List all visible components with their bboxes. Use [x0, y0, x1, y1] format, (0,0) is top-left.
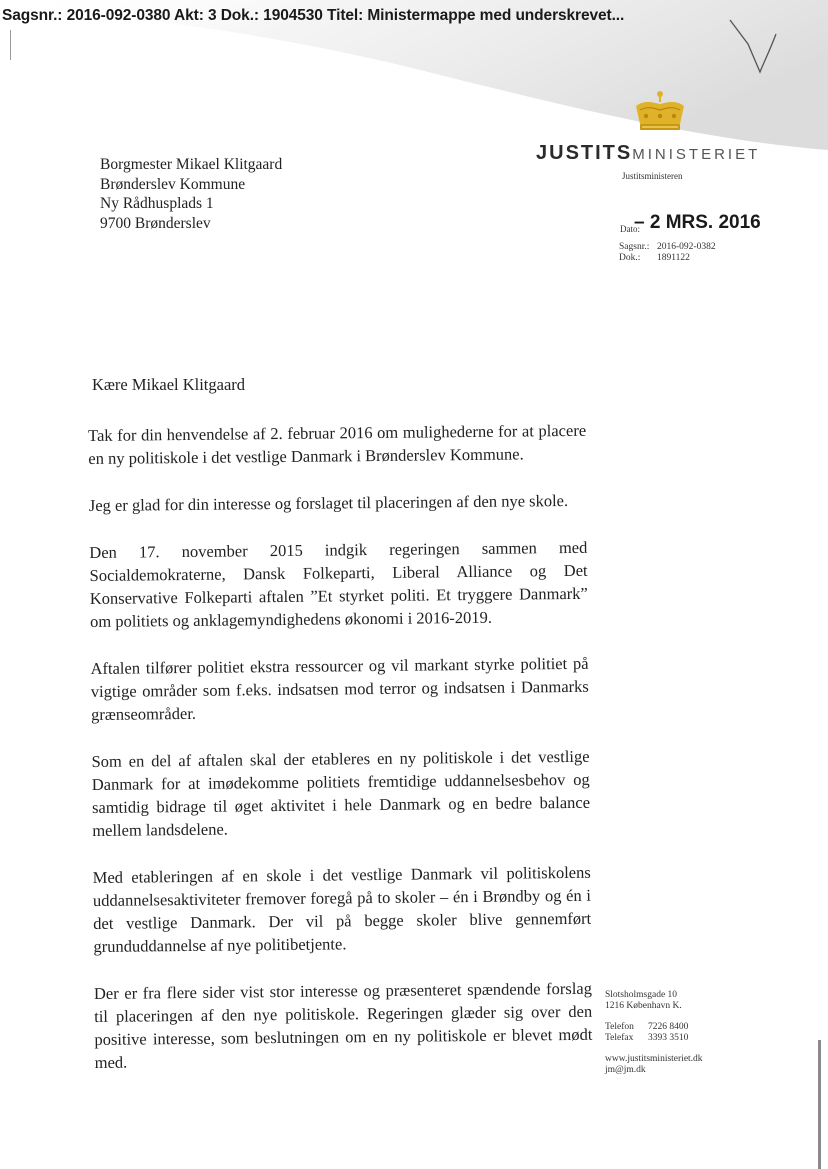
case-number-value: 2016-092-0382: [657, 242, 716, 252]
website-link[interactable]: www.justitsministeriet.dk: [605, 1054, 703, 1064]
scan-edge-mark: [10, 30, 11, 60]
paragraph: Med etableringen af en skole i det vestlige Danmark vil politiskolens uddannelsesaktiviteter fremover foregå på to skoler – én i Brøndby og én i det vestlige Danmark. Der vil på begge skoler blive gennemført grunduddannelse af nye politibetjente.: [92, 862, 592, 956]
document-number-label: Dok.:: [619, 253, 641, 263]
phone-number: 7226 8400: [648, 1022, 689, 1032]
case-number-label: Sagsnr.:: [619, 242, 650, 252]
paragraph: Som en del af aftalen skal der etableres en ny politiskole i det vestlige Danmark for at imødekomme politiets fremtidige uddannelsesbehov og samtidig bidrage til øget aktivitet i hele Danmark og en bedre balance mellem landsdelene.: [91, 746, 591, 840]
recipient-name: Borgmester Mikael Klitgaard: [100, 156, 283, 173]
recipient-street: Ny Rådhusplads 1: [100, 195, 214, 212]
email-link[interactable]: jm@jm.dk: [605, 1065, 646, 1075]
recipient-organisation: Brønderslev Kommune: [100, 175, 246, 193]
handwritten-check-mark: [726, 14, 786, 84]
paragraph: Tak for din henvendelse af 2. februar 2016 om mulighederne for at placere en ny politiskole i det vestlige Danmark i Brønderslev Kommune.: [88, 420, 587, 468]
archive-stamp: Sagsnr.: 2016-092-0380 Akt: 3 Dok.: 1904530 Titel: Ministermappe med underskrevet...: [2, 7, 625, 24]
ministry-contact-footer: [605, 990, 703, 1086]
fax-label: Telefax: [605, 1033, 634, 1043]
fax-number: 3393 3510: [648, 1033, 689, 1043]
date-stamp: – 2 MRS. 2016: [634, 212, 761, 233]
scan-edge-mark: [818, 1040, 821, 1169]
crown-icon: [630, 90, 690, 134]
phone-label: Telefon: [605, 1022, 634, 1032]
footer-city: 1216 København K.: [605, 1001, 682, 1011]
paragraph: Jeg er glad for din interesse og forslaget til placeringen af den nye skole.: [88, 490, 569, 515]
footer-street: Slotsholmsgade 10: [605, 990, 678, 1000]
document-number-value: 1891122: [657, 253, 690, 263]
ministry-subtitle: Justitsministeren: [622, 171, 683, 181]
paragraph: Den 17. november 2015 indgik regeringen sammen med Socialdemokraterne, Dansk Folkeparti, Liberal Alliance og Det Konservative Folkeparti aftalen ”Et styrket politi. Et tryggere Danmark” om politiets og anklagemyndighedens økonomi i 2016-2019.: [89, 537, 588, 631]
paragraph: Aftalen tilfører politiet ekstra ressourcer og vil markant styrke politiet på vigtige områder som f.eks. indsatsen mod terror og indsatsen i Danmarks grænseområder.: [90, 653, 589, 724]
recipient-address: [100, 155, 282, 233]
date-label: Dato:: [620, 224, 640, 234]
paragraph: Der er fra flere sider vist stor interesse og præsenteret spændende forslag til placeringen af den nye politiskole. Regeringen glæder sig over den positive interesse, som beslutningen om en ny politiskole er blevet mødt med.: [93, 978, 593, 1072]
letter-body: [88, 419, 593, 1098]
salutation: Kære Mikael Klitgaard: [92, 375, 246, 394]
logo-name-part2: MINISTERIET: [632, 146, 761, 163]
logo-name-part1: JUSTITS: [536, 142, 633, 164]
ministry-logo-text: [536, 142, 760, 165]
case-reference-block: [619, 242, 716, 264]
recipient-city: 9700 Brønderslev: [100, 214, 211, 232]
